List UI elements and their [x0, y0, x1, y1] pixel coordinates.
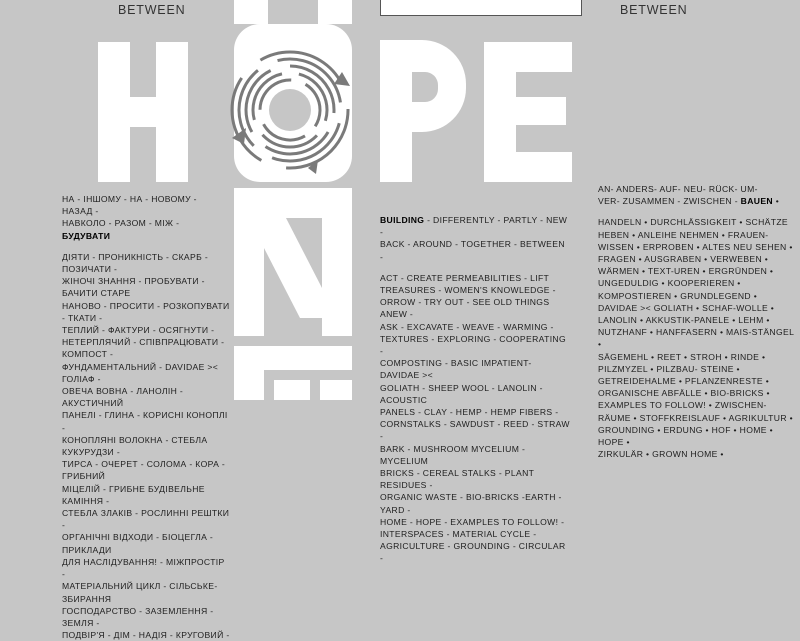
german-text-line: ORGANISCHE ABFÄLLE • BIO-BRICKS •: [598, 388, 770, 399]
german-body: [598, 216, 798, 460]
english-text-line: HOME - HOPE - EXAMPLES TO FOLLOW! -: [380, 516, 565, 527]
english-text-line: INTERSPACES - MATERIAL CYCLE -: [380, 529, 537, 540]
german-text-line: GETREIDEHALME • PFLANZENRESTE •: [598, 376, 770, 387]
german-text-line: NUTZHANF • HANFFASERN • MAIS-STÄNGEL •: [598, 327, 794, 350]
ukrainian-text-line: ДЛЯ НАСЛІДУВАННЯ! - МІЖПРОСТІР -: [62, 556, 225, 580]
english-text-line: ORGANIC WASTE - BIO-BRICKS -EARTH - YARD -: [380, 492, 562, 515]
ukrainian-text-line: ПОДВІР'Я - ДІМ - НАДІЯ - КРУГОВИЙ -: [62, 630, 230, 641]
german-text-line: SÄGEMEHL • REET • STROH • RINDE •: [598, 351, 766, 362]
german-text-column: [598, 183, 798, 460]
german-text-line: RÄUME • STOFFKREISLAUF • AGRIKULTUR •: [598, 412, 793, 423]
ukrainian-text-line: ОРГАНІЧНІ ВІДХОДИ - БІОЦЕГЛА - ПРИКЛАДИ: [62, 532, 214, 555]
english-text-line: GOLIATH - SHEEP WOOL - LANOLIN - ACOUSTIC: [380, 382, 543, 405]
german-intro: AN- ANDERS- AUF- NEU- RÜCK- UM-: [598, 184, 758, 194]
english-body: [380, 272, 570, 565]
german-intro-2: VER- ZUSAMMEN - ZWISCHEN - BAUEN •: [598, 196, 780, 207]
german-text-line: KOMPOSTIEREN • GRUNDLEGEND •: [598, 290, 758, 301]
ukrainian-keyword: БУДУВАТИ: [62, 230, 111, 241]
german-text-line: EXAMPLES TO FOLLOW! • ZWISCHEN-: [598, 400, 767, 411]
english-text-line: ASK - EXCAVATE - WEAVE - WARMING -: [380, 321, 554, 332]
english-text-line: BRICKS - CEREAL STALKS - PLANT RESIDUES -: [380, 468, 535, 491]
ukrainian-text-line: ТИРСА - ОЧЕРЕТ - СОЛОМА - КОРА - ГРИБНИЙ: [62, 459, 226, 482]
german-text-line: ZIRKULÄR • GROWN HOME •: [598, 449, 724, 460]
ukrainian-text-line: НАНОВО - ПРОСИТИ - РОЗКОПУВАТИ - ТКАТИ -: [62, 300, 230, 323]
ukrainian-intro-2: НАВКОЛО - РАЗОМ - МІЖ - БУДУВАТИ: [62, 218, 180, 241]
german-text-line: PILZMYZEL • PILZBAU- STEINE •: [598, 363, 740, 374]
german-text-line: WISSEN • ERPROBEN • ALTES NEU SEHEN •: [598, 241, 793, 252]
header-between-left: BETWEEN: [118, 3, 186, 17]
english-text-line: ACT - CREATE PERMEABILITIES - LIFT: [380, 272, 550, 283]
english-text-line: TREASURES - WOMEN'S KNOWLEDGE -: [380, 285, 556, 296]
english-intro: BUILDING - DIFFERENTLY - PARTLY - NEW -: [380, 215, 568, 238]
german-text-line: UNGEDULDIG • KOOPERIEREN •: [598, 278, 741, 289]
english-keyword: BUILDING: [380, 215, 425, 225]
ukrainian-text-line: ЖІНОЧІ ЗНАННЯ - ПРОБУВАТИ - БАЧИТИ СТАРЕ: [62, 276, 205, 299]
ukrainian-text-line: ОВЕЧА ВОВНА - ЛАНОЛІН - АКУСТИЧНИЙ: [62, 386, 184, 409]
ukrainian-text-line: МІЦЕЛІЙ - ГРИБНЕ БУДІВЕЛЬНЕ КАМІННЯ -: [62, 483, 205, 506]
english-text-column: [380, 214, 570, 565]
english-text-line: CORNSTALKS - SAWDUST - REED - STRAW -: [380, 419, 570, 442]
german-text-line: WÄRMEN • TEXT-UREN • ERGRÜNDEN •: [598, 266, 774, 277]
english-text-line: ORROW - TRY OUT - SEE OLD THINGS ANEW -: [380, 297, 550, 320]
german-text-line: HANDELN • DURCHLÄSSIGKEIT • SCHÄTZE: [598, 217, 789, 228]
ukrainian-text-line: НЕТЕРПЛЯЧИЙ - СПІВПРАЦЮВАТИ - КОМПОСТ -: [62, 337, 225, 360]
ukrainian-text-line: ФУНДАМЕНТАЛЬНИЙ - DAVIDAE >< ГОЛІАФ -: [62, 361, 219, 384]
ukrainian-text-line: ГОСПОДАРСТВО - ЗАЗЕМЛЕННЯ - ЗЕМЛЯ -: [62, 605, 214, 628]
english-text-line: PANELS - CLAY - HEMP - HEMP FIBERS -: [380, 407, 559, 418]
ukrainian-intro: НА - ІНШОМУ - НА - НОВОМУ - НАЗАД -: [62, 194, 197, 217]
english-intro-2: BACK - AROUND - TOGETHER - BETWEEN -: [380, 239, 565, 262]
english-text-line: TEXTURES - EXPLORING - COOPERATING -: [380, 333, 567, 357]
ukrainian-text-line: ТЕПЛИЙ - ФАКТУРИ - ОСЯГНУТИ -: [62, 325, 215, 336]
ukrainian-text-line: СТЕБЛА ЗЛАКІВ - РОСЛИННІ РЕШТКИ -: [62, 508, 230, 531]
german-keyword: BAUEN: [740, 196, 773, 207]
ukrainian-text-line: ДІЯТИ - ПРОНИКНІСТЬ - СКАРБ - ПОЗИЧАТИ -: [62, 251, 209, 275]
header-between-right: BETWEEN: [620, 3, 688, 17]
ukrainian-text-line: ПАНЕЛІ - ГЛИНА - КОРИСНІ КОНОПЛІ -: [62, 410, 228, 433]
english-text-line: BARK - MUSHROOM MYCELIUM - MYCELIUM: [380, 443, 526, 466]
english-text-line: AGRICULTURE - GROUNDING - CIRCULAR -: [380, 541, 566, 564]
english-text-line: COMPOSTING - BASIC IMPATIENT- DAVIDAE ><: [380, 358, 532, 381]
german-text-line: FRAGEN • AUSGRABEN • VERWEBEN •: [598, 254, 769, 265]
circular-recycle-logo: [220, 40, 360, 180]
german-text-line: DAVIDAE >< GOLIATH • SCHAF-WOLLE •: [598, 302, 775, 313]
ukrainian-text-line: КОНОПЛЯНІ ВОЛОКНА - СТЕБЛА КУКУРУДЗИ -: [62, 434, 208, 458]
german-text-line: LANOLIN • AKKUSTIK-PANELE • LEHM •: [598, 315, 770, 326]
german-text-line: HEBEN • ANLEIHE NEHMEN • FRAUEN-: [598, 229, 769, 240]
german-text-line: GROUNDING • ERDUNG • HOF • HOME • HOPE •: [598, 424, 773, 448]
ukrainian-text-column: [62, 193, 230, 641]
ukrainian-body: [62, 251, 230, 641]
ukrainian-text-line: МАТЕРІАЛЬНИЙ ЦИКЛ - СІЛЬСЬКЕ- ЗБИРАННЯ: [62, 581, 218, 604]
